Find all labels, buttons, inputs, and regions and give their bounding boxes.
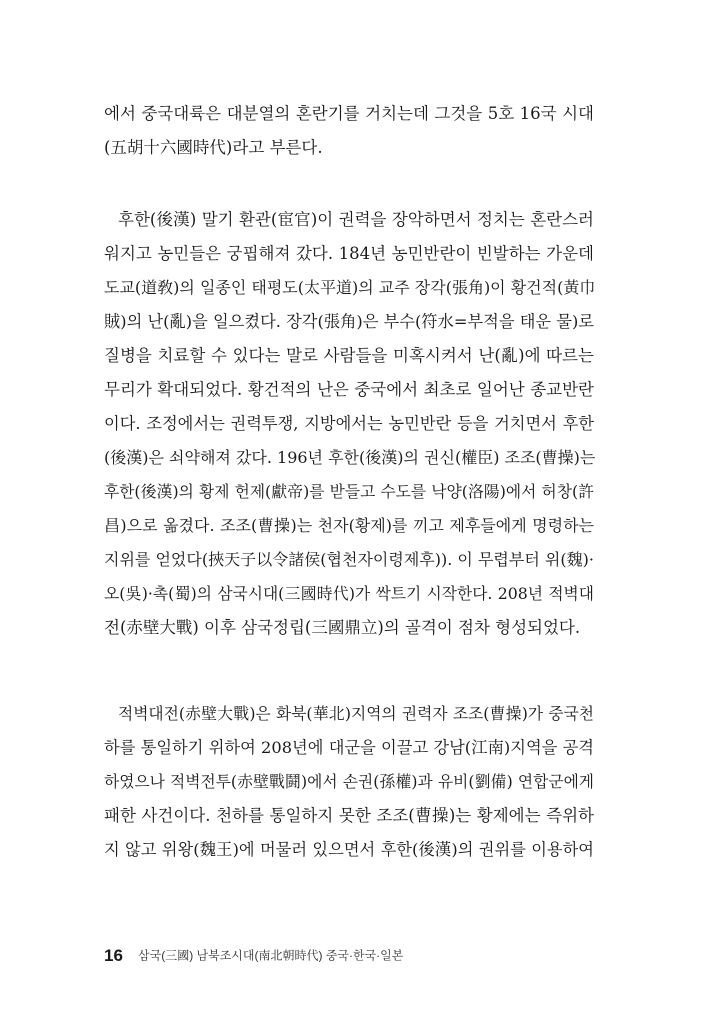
text-line: (五胡十六國時代)라고 부른다. [104, 138, 323, 157]
page-number: 16 [104, 945, 123, 965]
text-line: 전(赤壁大戰) 이후 삼국정립(三國鼎立)의 골격이 점차 형성되었다. [104, 618, 581, 637]
text-line: 도교(道敎)의 일종인 태평도(太平道)의 교주 장각(張角)이 황건적(黃巾 [104, 278, 596, 297]
paragraph-1 [104, 97, 594, 165]
text-line: 워지고 농민들은 궁핍해져 갔다. 184년 농민반란이 빈발하는 가운데 [104, 244, 594, 263]
text-line: 후한(後漢) 말기 환관(宦官)이 권력을 장악하면서 정치는 혼란스러 [118, 210, 594, 229]
text-line: 하를 통일하기 위하여 208년에 대군을 이끌고 강남(江南)지역을 공격 [104, 738, 594, 757]
text-line: 질병을 치료할 수 있다는 말로 사람들을 미혹시켜서 난(亂)에 따르는 [104, 346, 594, 365]
text-line: 패한 사건이다. 천하를 통일하지 못한 조조(曹操)는 황제에는 즉위하 [104, 806, 594, 825]
text-line: 지 않고 위왕(魏王)에 머물러 있으면서 후한(後漢)의 권위를 이용하여 [104, 840, 594, 859]
text-line: 하였으나 적벽전투(赤壁戰鬪)에서 손권(孫權)과 유비(劉備) 연합군에게 [104, 772, 594, 791]
paragraph-2 [104, 203, 594, 645]
paragraph-3 [104, 697, 594, 867]
text-line: 賊)의 난(亂)을 일으켰다. 장각(張角)은 부수(符水=부적을 태운 물)로 [104, 312, 594, 331]
text-line: 지위를 얻었다(挾天子以令諸侯(협천자이령제후)). 이 무렵부터 위(魏)· [104, 550, 594, 569]
text-line: (後漢)은 쇠약해져 갔다. 196년 후한(後漢)의 권신(權臣) 조조(曹操)는 [104, 448, 596, 467]
text-line: 후한(後漢)의 황제 헌제(獻帝)를 받들고 수도를 낙양(洛陽)에서 허창(許 [104, 482, 594, 501]
running-title: 삼국(三國) 남북조시대(南北朝時代) 중국·한국·일본 [138, 948, 404, 963]
text-line: 무리가 확대되었다. 황건적의 난은 중국에서 최초로 일어난 종교반란 [104, 380, 594, 399]
page-footer [104, 943, 403, 967]
text-line: 오(吳)·촉(蜀)의 삼국시대(三國時代)가 싹트기 시작한다. 208년 적벽대 [104, 584, 594, 603]
text-line: 적벽대전(赤壁大戰)은 화북(華北)지역의 권력자 조조(曹操)가 중국천 [118, 704, 594, 723]
text-line: 昌)으로 옮겼다. 조조(曹操)는 천자(황제)를 끼고 제후들에게 명령하는 [104, 516, 594, 535]
text-line: 이다. 조정에서는 권력투쟁, 지방에서는 농민반란 등을 거치면서 후한 [104, 414, 594, 433]
text-line: 에서 중국대륙은 대분열의 혼란기를 거치는데 그것을 5호 16국 시대 [104, 104, 594, 123]
